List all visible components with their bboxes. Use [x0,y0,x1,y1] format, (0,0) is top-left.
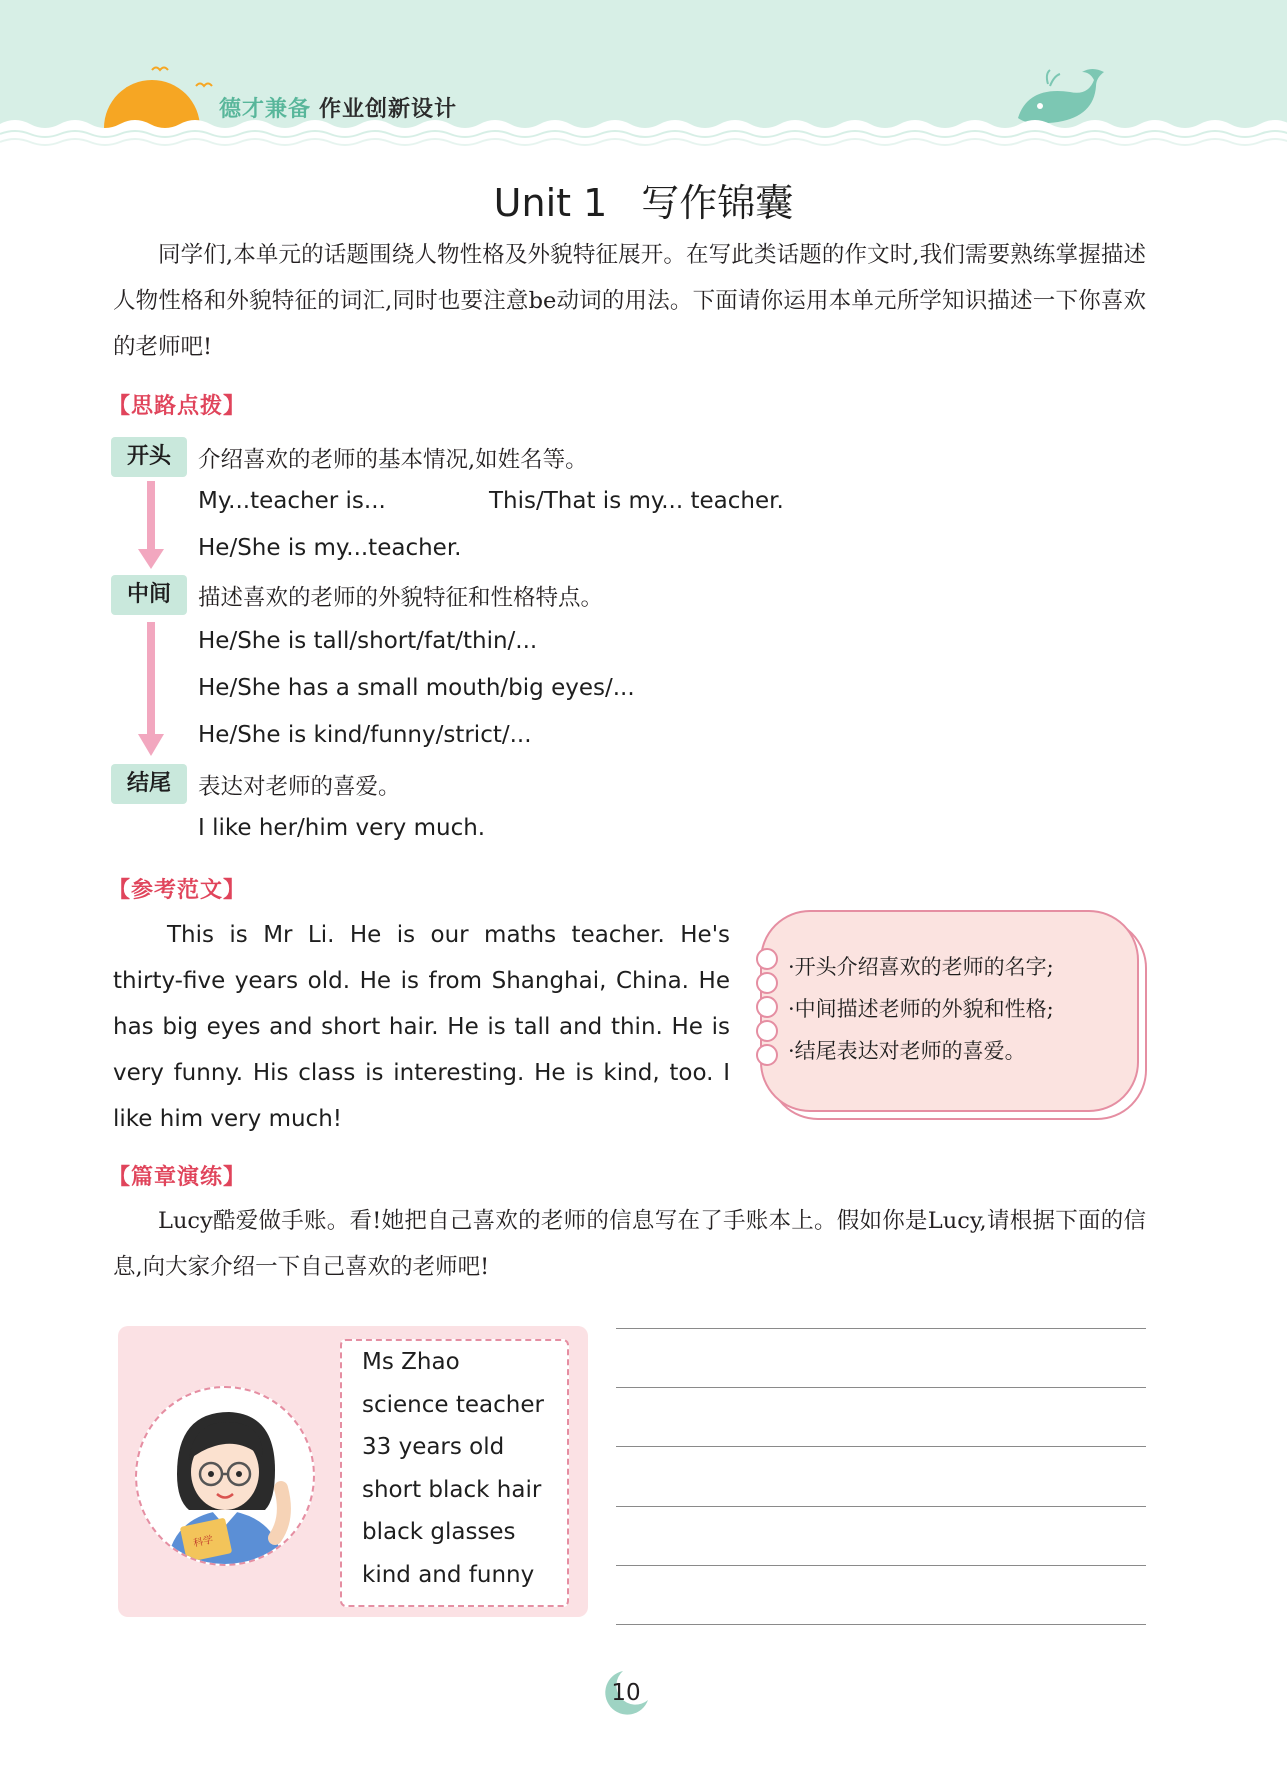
writing-line[interactable] [616,1446,1146,1447]
writing-line[interactable] [616,1624,1146,1625]
info-name: Ms Zhao [362,1349,460,1375]
middle-example-2: He/She has a small mouth/big eyes/... [198,675,635,701]
teacher-info-box [340,1339,569,1607]
ending-example-1: I like her/him very much. [198,815,486,841]
opening-example-3: He/She is my...teacher. [198,535,462,561]
title-name: 写作锦囊 [641,181,794,225]
tips-heading: 【思路点拨】 [108,394,247,419]
writing-line[interactable] [616,1328,1146,1329]
writing-line[interactable] [616,1565,1146,1566]
writing-line[interactable] [616,1387,1146,1388]
page-number-text: 10 [611,1680,641,1706]
info-personality: kind and funny [362,1561,535,1588]
brand-dark: 作业创新设计 [319,97,458,122]
page-header [0,0,1287,150]
teacher-info-card [118,1326,588,1617]
opening-desc: 介绍喜欢的老师的基本情况,如姓名等。 [198,447,588,473]
tag-ending: 结尾 [111,764,187,804]
practice-prompt: Lucy酷爱做手账。看!她把自己喜欢的老师的信息写在了手账本上。假如你是Lucy,请根据下面的信息,向大家介绍一下自己喜欢的老师吧! [113,1208,1146,1280]
teacher-avatar [135,1386,315,1566]
ring-icon [756,1020,778,1042]
book-label: 科学 [192,1534,215,1550]
sample-essay: This is Mr Li. He is our maths teacher. He's thirty-five years old. He is from Shanghai, China. He has big eyes and short hair. He is tall and thin. He is very funny. His class is interesting. He is kind, too. I like him very much! [113,922,730,1132]
ring-icon [756,1044,778,1066]
practice-heading: 【篇章演练】 [108,1165,247,1190]
note-item: ·中间描述老师的外貌和性格; [788,997,1054,1021]
sample-heading: 【参考范文】 [108,878,247,903]
info-subject: science teacher [362,1391,544,1418]
brand-colored: 德才兼备 [219,97,312,122]
arrow-down-icon [136,481,166,571]
ring-icon [756,948,778,970]
unit-label: Unit 1 [493,181,608,225]
header-decoration [0,0,1287,150]
intro-paragraph: 同学们,本单元的话题围绕人物性格及外貌特征展开。在写此类话题的作文时,我们需要熟练掌握描述人物性格和外貌特征的词汇,同时也要注意be动词的用法。下面请你运用本单元所学知识描述一下你喜欢的老师吧! [113,242,1146,360]
info-hair: short black hair [362,1476,542,1503]
teacher-illustration [137,1388,313,1564]
page-number [601,1668,651,1718]
note-item: ·开头介绍喜欢的老师的名字; [788,955,1054,979]
opening-example-1: My...teacher is... [198,488,386,514]
opening-example-2: This/That is my... teacher. [489,488,784,514]
page-title [0,172,1287,227]
whale-icon [1018,69,1104,123]
arrow-down-icon [136,622,166,758]
note-bubble [760,910,1139,1112]
info-age: 33 years old [362,1434,505,1460]
ring-icon [756,972,778,994]
middle-example-1: He/She is tall/short/fat/thin/... [198,628,538,654]
middle-desc: 描述喜欢的老师的外貌特征和性格特点。 [198,585,604,611]
info-glasses: black glasses [362,1519,516,1545]
note-item: ·结尾表达对老师的喜爱。 [788,1039,1026,1063]
tag-middle: 中间 [111,575,187,615]
ending-desc: 表达对老师的喜爱。 [198,774,401,800]
ring-icon [756,996,778,1018]
writing-line[interactable] [616,1506,1146,1507]
note-list [762,912,1137,1072]
tag-opening: 开头 [111,437,187,477]
brand-title [219,92,457,123]
middle-example-3: He/She is kind/funny/strict/... [198,722,532,748]
